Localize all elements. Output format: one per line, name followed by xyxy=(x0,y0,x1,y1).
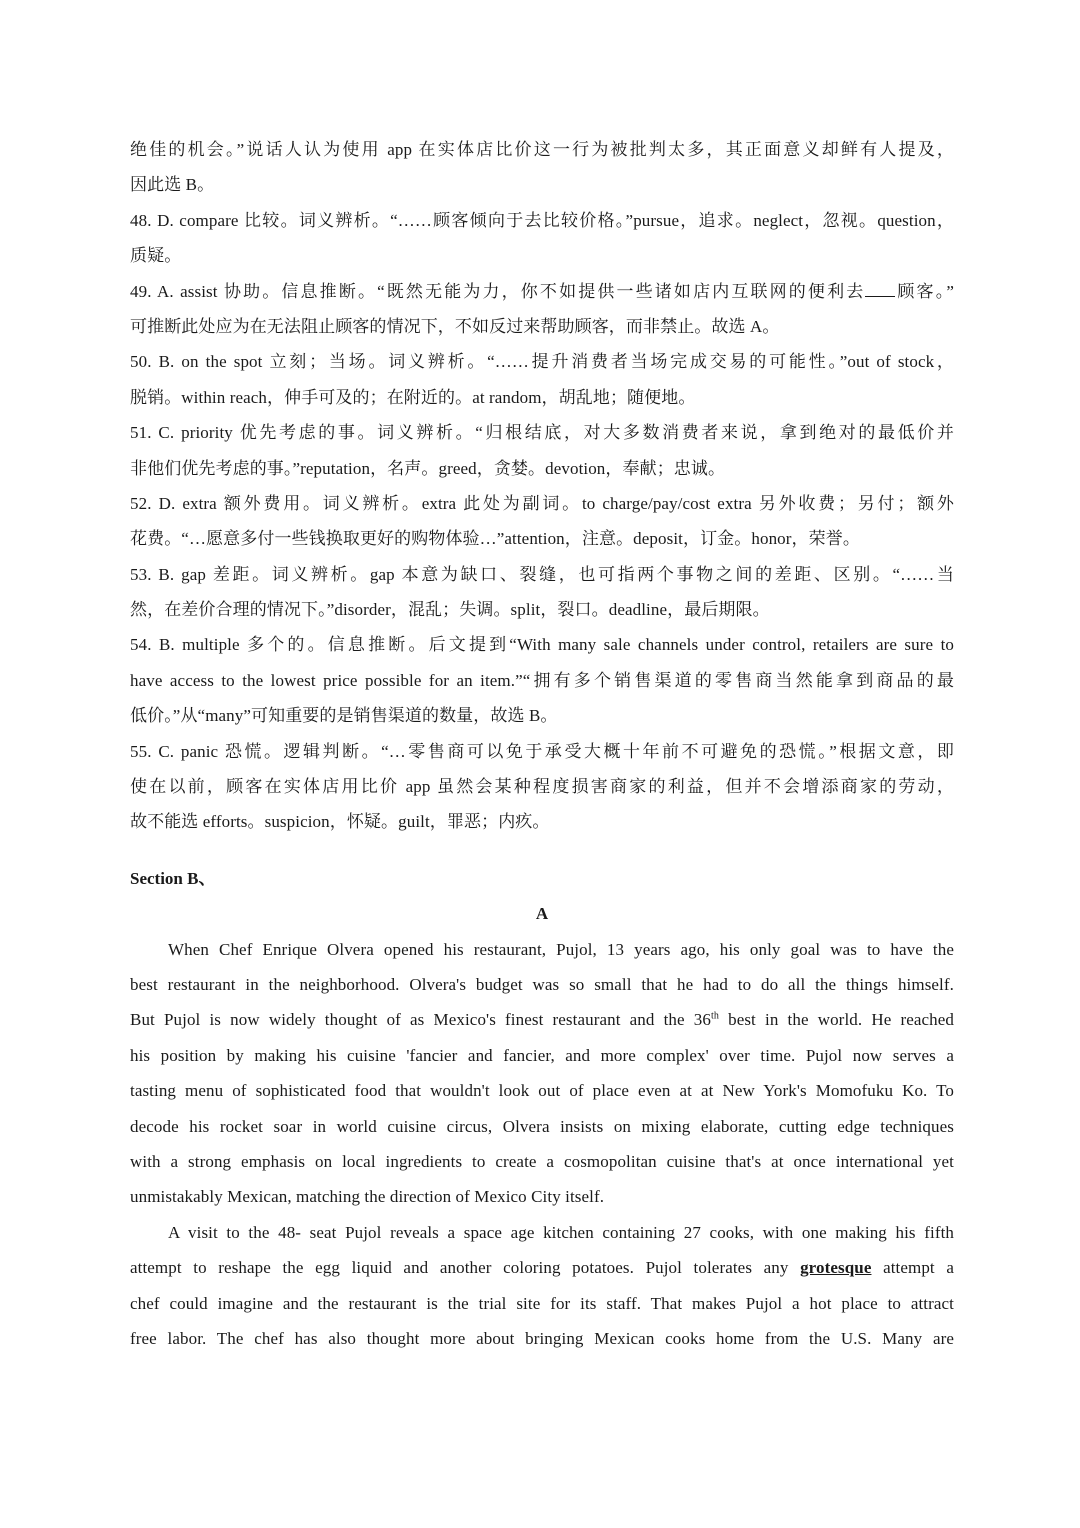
answer-50-line: 脱销。within reach，伸手可及的；在附近的。at random，胡乱地；随便地。 xyxy=(130,387,696,407)
answer-55-line: 使在以前，顾客在实体店用比价 app 虽然会某种程度损害商家的利益，但并不会增添商家的劳动， xyxy=(130,777,954,797)
answer-line: 因此选 B。 xyxy=(130,175,215,195)
answer-49-text: 49. A. assist 协助。信息推断。“既然无能为力，你不如提供一些诸如店内互联网的便利去 xyxy=(130,281,866,301)
answer-51-line: 51. C. priority 优先考虑的事。词义辨析。“归根结底，对大多数消费者来说，拿到绝对的最低价并 xyxy=(130,423,954,443)
highlighted-word: grotesque xyxy=(800,1258,872,1278)
passage-letter: A xyxy=(535,904,549,924)
passage-line: with a strong emphasis on local ingredients to create a cosmopolitan cuisine that's at once international yet xyxy=(130,1151,954,1171)
answer-54-line: have access to the lowest price possible for an item.”“拥有多个销售渠道的零售商当然能拿到商品的最 xyxy=(130,670,954,690)
answer-55-line: 故不能选 efforts。suspicion，怀疑。guilt，罪恶；内疚。 xyxy=(130,812,550,832)
answer-48-line: 48. D. compare 比较。词义辨析。“……顾客倾向于去比较价格。”pursue，追求。neglect，忽视。question， xyxy=(130,210,954,230)
passage-text: attempt to reshape the egg liquid and another coloring potatoes. Pujol tolerates any xyxy=(130,1258,801,1278)
passage-line: tasting menu of sophisticated food that wouldn't look out of place even at at New York's Momofuku Ko. To xyxy=(130,1081,954,1101)
answer-49-line xyxy=(130,274,954,309)
passage-line: unmistakably Mexican, matching the direction of Mexico City itself. xyxy=(130,1187,605,1207)
answer-53-line: 然，在差价合理的情况下。”disorder，混乱；失调。split，裂口。deadline，最后期限。 xyxy=(130,600,770,620)
passage-text: best in the world. He reached xyxy=(718,1010,954,1030)
passage-text: But Pujol is now widely thought of as Mexico's finest restaurant and the 36 xyxy=(130,1010,711,1030)
passage-line: chef could imagine and the restaurant is the trial site for its staff. That makes Pujol a hot place to attract xyxy=(130,1293,954,1313)
answer-54-line: 54. B. multiple 多个的。信息推断。后文提到“With many sale channels under control, retailers are sure to xyxy=(130,635,954,655)
passage-line: A visit to the 48- seat Pujol reveals a space age kitchen containing 27 cooks, with one making his fifth xyxy=(168,1222,954,1242)
document-page xyxy=(130,132,954,1356)
section-title: Section B、 xyxy=(130,868,216,888)
answer-53-line: 53. B. gap 差距。词义辨析。gap 本意为缺口、裂缝，也可指两个事物之间的差距、区别。“……当 xyxy=(130,564,954,584)
answer-52-line: 52. D. extra 额外费用。词义辨析。extra 此处为副词。to charge/pay/cost extra 另外收费；另付；额外 xyxy=(130,493,954,513)
passage-line: free labor. The chef has also thought more about bringing Mexican cooks home from the U.S. Many are xyxy=(130,1328,954,1348)
answer-48-line: 质疑。 xyxy=(130,246,182,266)
answer-49-text-end: 顾客。” xyxy=(895,281,954,301)
passage-line: decode his rocket soar in world cuisine circus, Olvera insists on mixing elaborate, cutting edge techniques xyxy=(130,1116,954,1136)
passage-line: When Chef Enrique Olvera opened his restaurant, Pujol, 13 years ago, his only goal was to have the xyxy=(168,939,954,959)
passage-line: his position by making his cuisine 'fancier and fancier, and more complex' over time. Pujol now serves a xyxy=(130,1045,954,1065)
passage-text: attempt a xyxy=(871,1258,954,1278)
answer-blank xyxy=(865,282,895,297)
answer-52-line: 花费。“…愿意多付一些钱换取更好的购物体验…”attention，注意。deposit，订金。honor，荣誉。 xyxy=(130,529,860,549)
answer-line: 绝佳的机会。”说话人认为使用 app 在实体店比价这一行为被批判太多，其正面意义却鲜有人提及， xyxy=(130,140,954,159)
passage-line: best restaurant in the neighborhood. Olvera's budget was so small that he had to do all the things himself. xyxy=(130,974,954,994)
passage-line xyxy=(130,1002,954,1037)
answer-55-line: 55. C. panic 恐慌。逻辑判断。“…零售商可以免于承受大概十年前不可避免的恐慌。”根据文意，即 xyxy=(130,741,954,761)
answer-49-line: 可推断此处应为在无法阻止顾客的情况下，不如反过来帮助顾客，而非禁止。故选 A。 xyxy=(130,316,780,336)
answer-50-line: 50. B. on the spot 立刻；当场。词义辨析。“……提升消费者当场完成交易的可能性。”out of stock， xyxy=(130,352,954,372)
ordinal-suffix: th xyxy=(711,1010,719,1022)
answer-51-line: 非他们优先考虑的事。”reputation，名声。greed，贪婪。devotion，奉献；忠诚。 xyxy=(130,458,726,478)
section-spacer xyxy=(130,840,954,861)
answer-54-line: 低价。”从“many”可知重要的是销售渠道的数量，故选 B。 xyxy=(130,706,558,726)
passage-line xyxy=(130,1250,954,1285)
